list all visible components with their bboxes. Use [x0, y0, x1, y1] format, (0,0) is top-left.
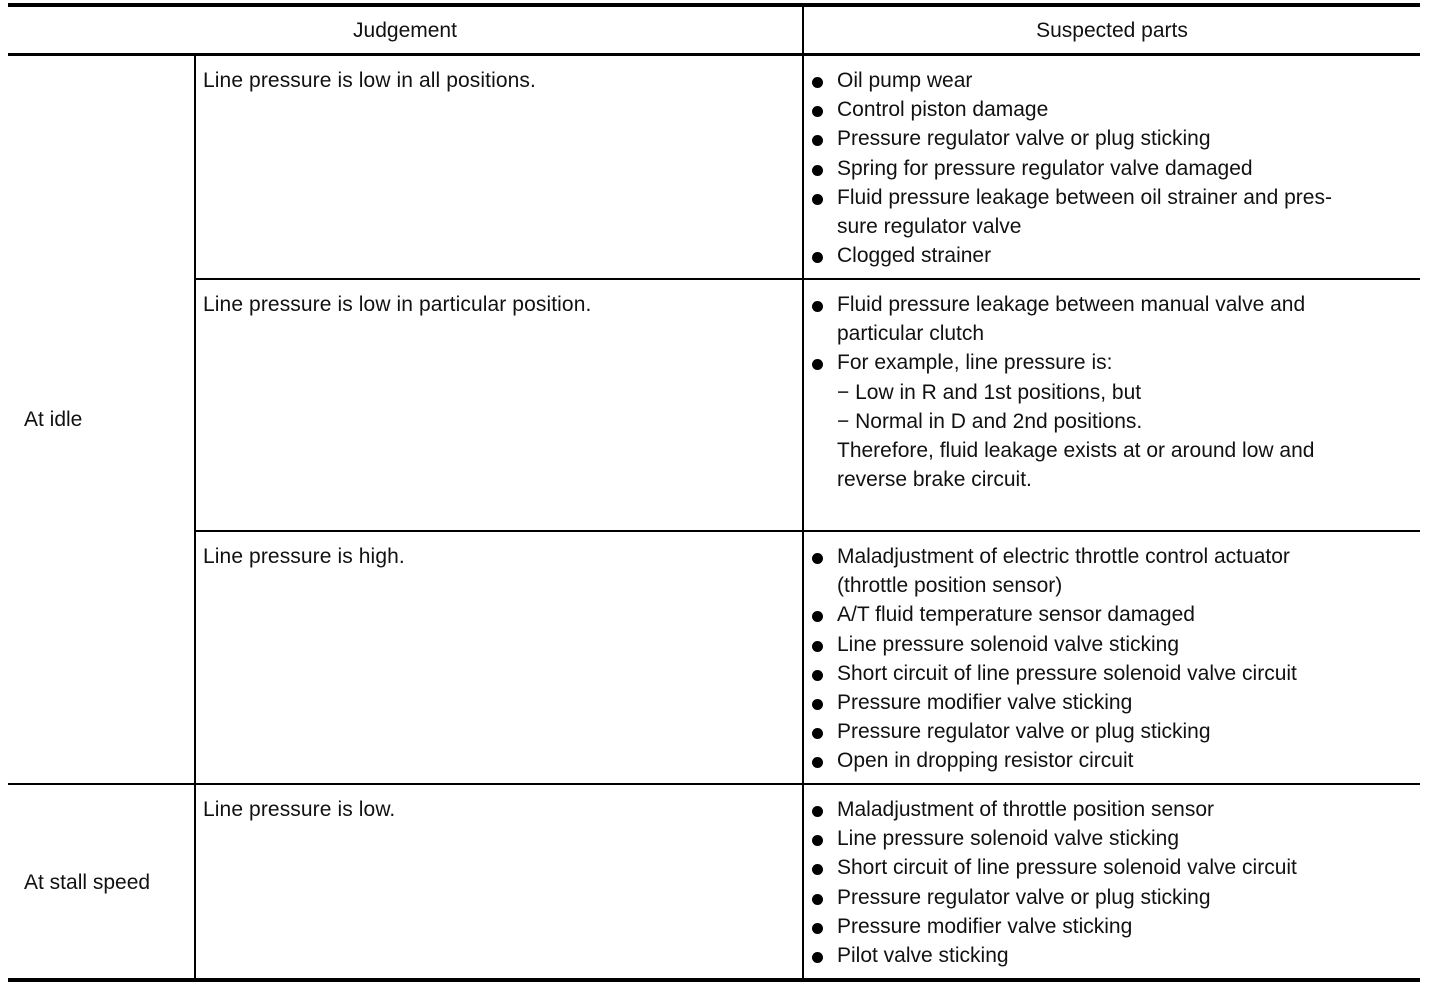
- bullet-icon: [812, 641, 823, 652]
- list-item: Fluid pressure leakage between oil strainer and pres- sure regulator valve: [810, 183, 1410, 241]
- list-item: Line pressure solenoid valve sticking: [810, 824, 1410, 853]
- parts-column-divider: [802, 5, 804, 980]
- bullet-icon: [812, 106, 823, 117]
- list-item: A/T fluid temperature sensor damaged: [810, 600, 1410, 629]
- list-item: Line pressure solenoid valve sticking: [810, 630, 1410, 659]
- judgement-cell: Line pressure is low in all positions.: [203, 69, 536, 92]
- list-item: Pressure regulator valve or plug sticking: [810, 883, 1410, 912]
- row-divider: [194, 278, 1420, 280]
- list-item: Fluid pressure leakage between manual valve and particular clutch: [810, 290, 1410, 348]
- bullet-icon: [812, 301, 823, 312]
- bullet-icon: [812, 553, 823, 564]
- list-item: Clogged strainer: [810, 241, 1410, 270]
- list-item: Spring for pressure regulator valve damaged: [810, 154, 1410, 183]
- suspected-parts-list: [810, 290, 1410, 494]
- list-item: Pressure modifier valve sticking: [810, 912, 1410, 941]
- suspected-parts-list: [810, 542, 1410, 776]
- group-divider: [8, 783, 1420, 785]
- list-item: Short circuit of line pressure solenoid valve circuit: [810, 853, 1410, 882]
- bullet-icon: [812, 952, 823, 963]
- list-item: Control piston damage: [810, 95, 1410, 124]
- judgement-cell: Line pressure is high.: [203, 545, 405, 568]
- list-item: Short circuit of line pressure solenoid valve circuit: [810, 659, 1410, 688]
- header-judgement: Judgement: [353, 19, 457, 42]
- bullet-icon: [812, 699, 823, 710]
- group-label-at-idle: At idle: [24, 408, 83, 431]
- bullet-icon: [812, 757, 823, 768]
- bullet-icon: [812, 194, 823, 205]
- list-item: For example, line pressure is: − Low in R and 1st positions, but − Normal in D and 2nd positions. Therefore, fluid leakage exists at or around low and reverse brake circuit.: [810, 348, 1410, 494]
- list-item: Maladjustment of electric throttle control actuator (throttle position sensor): [810, 542, 1410, 600]
- table-bottom-rule: [8, 978, 1420, 982]
- list-item: Pilot valve sticking: [810, 941, 1410, 970]
- row-divider: [194, 530, 1420, 532]
- bullet-icon: [812, 252, 823, 263]
- header-suspected-parts: Suspected parts: [1036, 19, 1188, 42]
- group-label-at-stall-speed: At stall speed: [24, 871, 151, 894]
- bullet-icon: [812, 670, 823, 681]
- group-column-divider: [194, 55, 196, 980]
- bullet-icon: [812, 835, 823, 846]
- list-item: Pressure regulator valve or plug sticking: [810, 124, 1410, 153]
- diagnosis-table: [8, 0, 1420, 994]
- list-item: Pressure regulator valve or plug sticking: [810, 717, 1410, 746]
- bullet-icon: [812, 894, 823, 905]
- suspected-parts-list: [810, 795, 1410, 970]
- bullet-icon: [812, 864, 823, 875]
- bullet-icon: [812, 359, 823, 370]
- judgement-cell: Line pressure is low in particular position.: [203, 293, 592, 316]
- list-item: Oil pump wear: [810, 66, 1410, 95]
- bullet-icon: [812, 728, 823, 739]
- header-bottom-rule: [8, 53, 1420, 56]
- bullet-icon: [812, 135, 823, 146]
- table-top-rule: [8, 3, 1420, 7]
- list-item: Open in dropping resistor circuit: [810, 746, 1410, 775]
- list-item: Maladjustment of throttle position sensor: [810, 795, 1410, 824]
- bullet-icon: [812, 923, 823, 934]
- bullet-icon: [812, 806, 823, 817]
- list-item: Pressure modifier valve sticking: [810, 688, 1410, 717]
- bullet-icon: [812, 77, 823, 88]
- judgement-cell: Line pressure is low.: [203, 798, 396, 821]
- bullet-icon: [812, 611, 823, 622]
- bullet-icon: [812, 165, 823, 176]
- suspected-parts-list: [810, 66, 1410, 270]
